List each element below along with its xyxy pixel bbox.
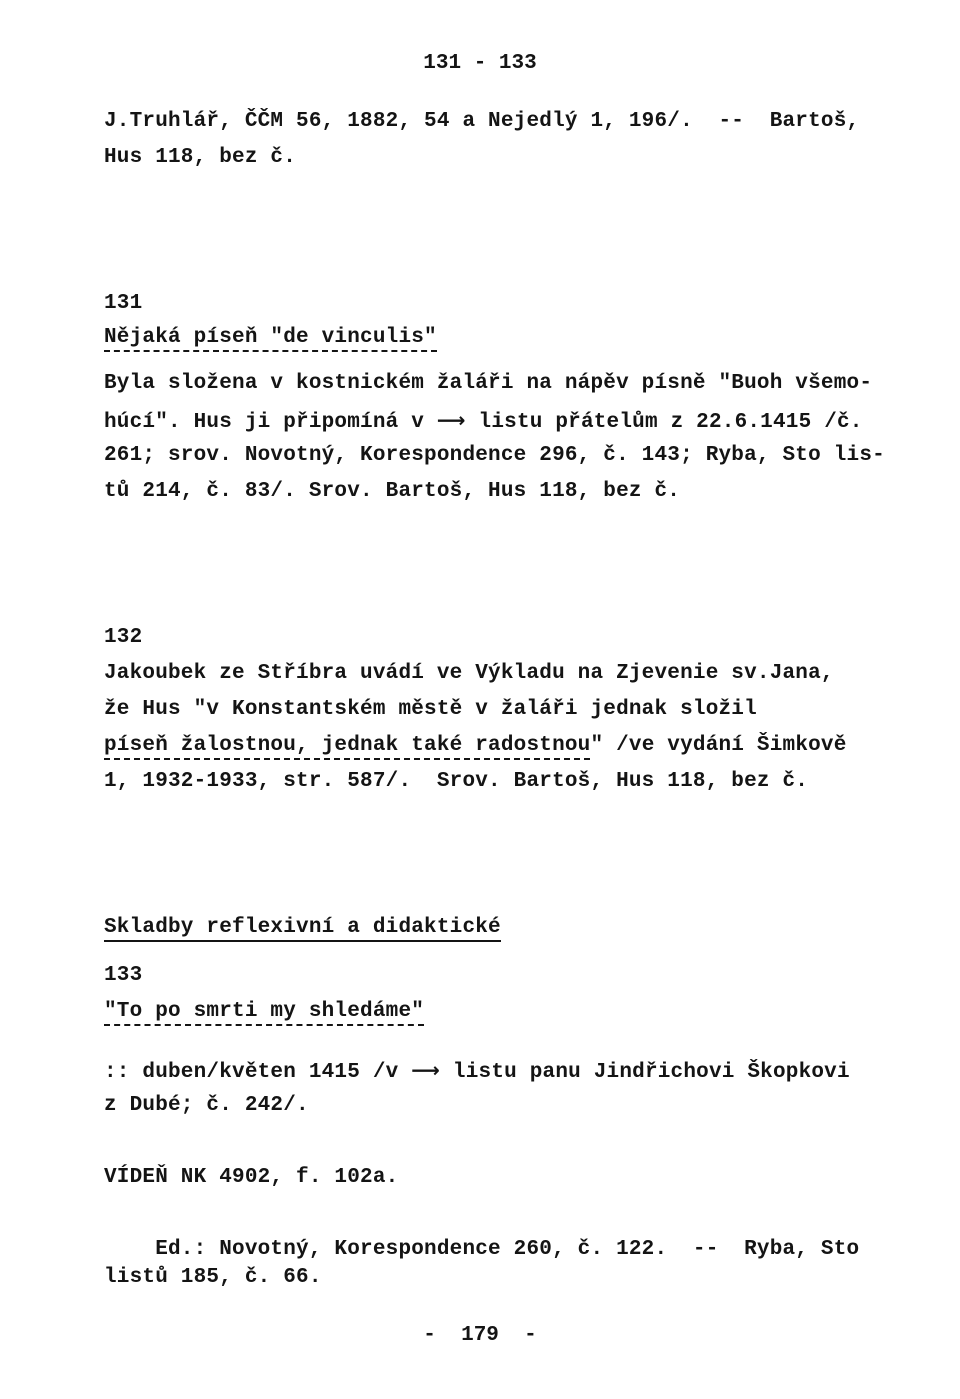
entry-133-title	[104, 1000, 424, 1023]
entry-132-line-4: 1, 1932-1933, str. 587/. Srov. Bartoš, Hus 118, bez č.	[104, 770, 809, 793]
arrow-right-icon: ⟶	[411, 1058, 441, 1082]
entry-132-line-3-rest: " /ve vydání Šimkově	[590, 734, 847, 757]
entry-131-number: 131	[104, 292, 143, 315]
entry-133-edition-line-2: listů 185, č. 66.	[104, 1266, 322, 1289]
entry-133-number: 133	[104, 964, 143, 987]
entry-133-line-2: z Dubé; č. 242/.	[104, 1094, 309, 1117]
arrow-right-icon: ⟶	[436, 408, 466, 432]
entry-132-line-2: že Hus "v Konstantském městě v žaláři jednak složil	[104, 698, 757, 721]
entry-131-title-text: Nějaká píseň "de vinculis"	[104, 326, 437, 352]
section-heading	[104, 916, 501, 939]
entry-131-line-2	[104, 408, 863, 434]
entry-131-line-2a: húcí". Hus ji připomíná v	[104, 411, 437, 434]
entry-132-line-3	[104, 734, 847, 757]
page-range-header: 131 - 133	[423, 52, 537, 75]
entry-133-line-1	[104, 1058, 850, 1084]
entry-133-source: VÍDEŇ NK 4902, f. 102a.	[104, 1166, 399, 1189]
entry-131-line-1: Byla složena v kostnickém žaláři na nápěv písně "Buoh všemo-	[104, 372, 873, 395]
entry-132-number: 132	[104, 626, 143, 649]
entry-131-title	[104, 326, 437, 349]
entry-133-title-text: "To po smrti my shledáme"	[104, 1000, 424, 1026]
section-heading-text: Skladby reflexivní a didaktické	[104, 916, 501, 942]
entry-133-edition-line-1: Ed.: Novotný, Korespondence 260, č. 122. -- Ryba, Sto	[104, 1238, 860, 1261]
entry-133-line-1b: listu panu Jindřichovi Škopkovi	[440, 1061, 850, 1084]
entry-132-line-1: Jakoubek ze Stříbra uvádí ve Výkladu na Zjevenie sv.Jana,	[104, 662, 834, 685]
entry-131-line-3: 261; srov. Novotný, Korespondence 296, č. 143; Ryba, Sto lis-	[104, 444, 885, 467]
entry-131-line-4: tů 214, č. 83/. Srov. Bartoš, Hus 118, bez č.	[104, 480, 681, 503]
entry-131-line-2b: listu přátelům z 22.6.1415 /č.	[465, 411, 863, 434]
entry-132-underlined-quote: píseň žalostnou, jednak také radostnou	[104, 734, 590, 760]
entry-133-line-1a: :: duben/květen 1415 /v	[104, 1061, 412, 1084]
intro-line-1: J.Truhlář, ČČM 56, 1882, 54 a Nejedlý 1, 196/. -- Bartoš,	[104, 110, 860, 133]
page-number-footer: - 179 -	[423, 1324, 537, 1347]
intro-line-2: Hus 118, bez č.	[104, 146, 297, 169]
